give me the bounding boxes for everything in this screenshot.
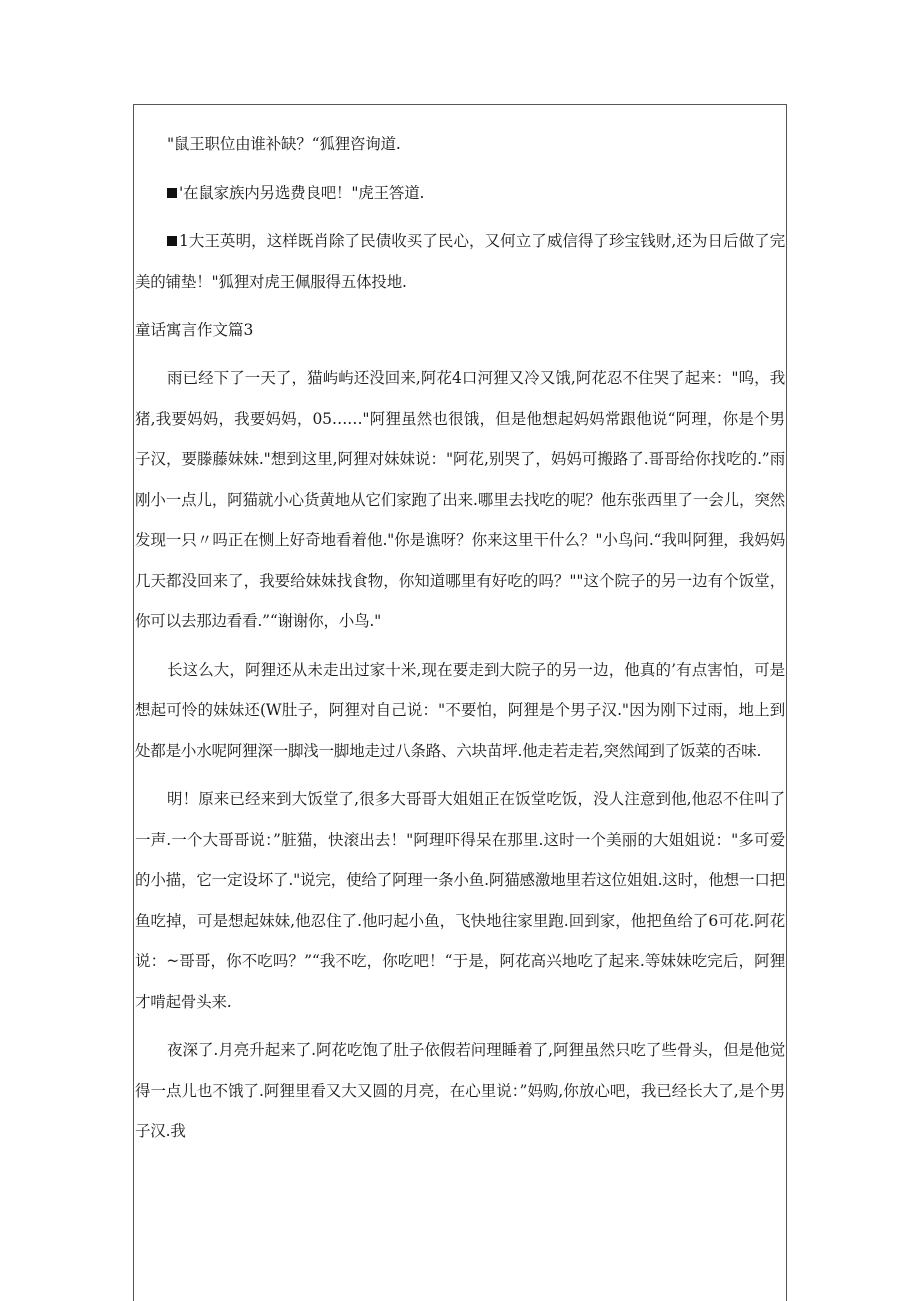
story-paragraph-1: 雨已经下了一天了，猫屿屿还没回来,阿花4口河狸又冷又饿,阿花忍不住哭了起来："呜，我猪,我要妈妈，我要妈妈，05……"阿狸虽然也很饿，但是他想起妈妈常跟他说“阿理，你是个男子汉，要滕藤妹妹."想到这里,阿狸对妹妹说："阿花,别哭了，妈妈可搬路了.哥哥给你找吃的.”雨刚小一点儿，阿猫就小心货黄地从它们家跑了出来.哪里去找吃的呢？他东张西里了一会儿，突然发现一只〃吗正在恻上好奇地看着他."你是谯呀？你来这里干什么？"小鸟问.“我叫阿狸，我妈妈几天都没回来了，我要给妹妹找食物，你知道哪里有好吃的吗？""这个院子的另一边有个饭堂，你可以去那边看看.”“谢谢你，小鸟." [135,369,785,630]
story-paragraph-4: 夜深了.月亮升起来了.阿花吃饱了肚子依假若问理睡着了,阿狸虽然只吃了些骨头，但是他觉得一点儿也不饿了.阿狸里看又大又圆的月亮，在心里说：”妈购,你放心吧，我已经长大了,是个男子汉.我 [135,1041,785,1140]
section-title: 童话寓言作文篇3 [135,321,254,339]
dialogue-text-2: '在鼠家族内另选费良吧！"虎王答道. [179,183,425,202]
story-paragraph-2: 长这么大，阿狸还从未走出过家十米,现在要走到大院子的另一边，他真的’有点害怕，可是想起可怜的妹妹还(W肚子，阿狸对自己说："不要怕，阿狸是个男子汉."因为刚下过雨，地上到处都是小水呢阿狸深一脚浅一脚地走过八条路、六块苗坪.他走若走若,突然闻到了饭菜的否味. [135,660,785,760]
document-body [135,124,785,1152]
bullet-square-icon [167,236,177,246]
dialogue-line-2 [135,173,785,214]
story-paragraph-3: 明！原来已经来到大饭堂了,很多大哥哥大姐姐正在饭堂吃饭，没人注意到他,他忍不住叫了一声.一个大哥哥说：”脏猫，快滚出去！"阿理吓得呆在那里.这时一个美丽的大姐姐说："多可爱的小描，它一定设坏了."说完，使给了阿理一条小鱼.阿猫感激地里若这位姐姐.这时，他想一口把鱼吃掉，可是想起妹妹,他忍住了.他叼起小鱼，飞快地往家里跑.回到家，他把鱼给了6可花.阿花说：~哥哥，你不吃吗？”“我不吃，你吃吧！“于是，阿花高兴地吃了起来.等妹妹吃完后，阿狸才啃起骨头来. [135,790,785,1011]
dialogue-text-3: 1大王英明，这样既肖除了民债收买了民心，又何立了威信得了珍宝钱财,还为日后做了完美的铺垫！"狐狸对虎王佩服得五体投地. [135,232,785,291]
dialogue-line-3 [135,221,785,302]
bullet-square-icon [167,188,177,198]
dialogue-line-1 [135,124,785,165]
dialogue-text-1: "鼠王职位由谁补缺？“狐狸咨询道. [167,135,401,153]
